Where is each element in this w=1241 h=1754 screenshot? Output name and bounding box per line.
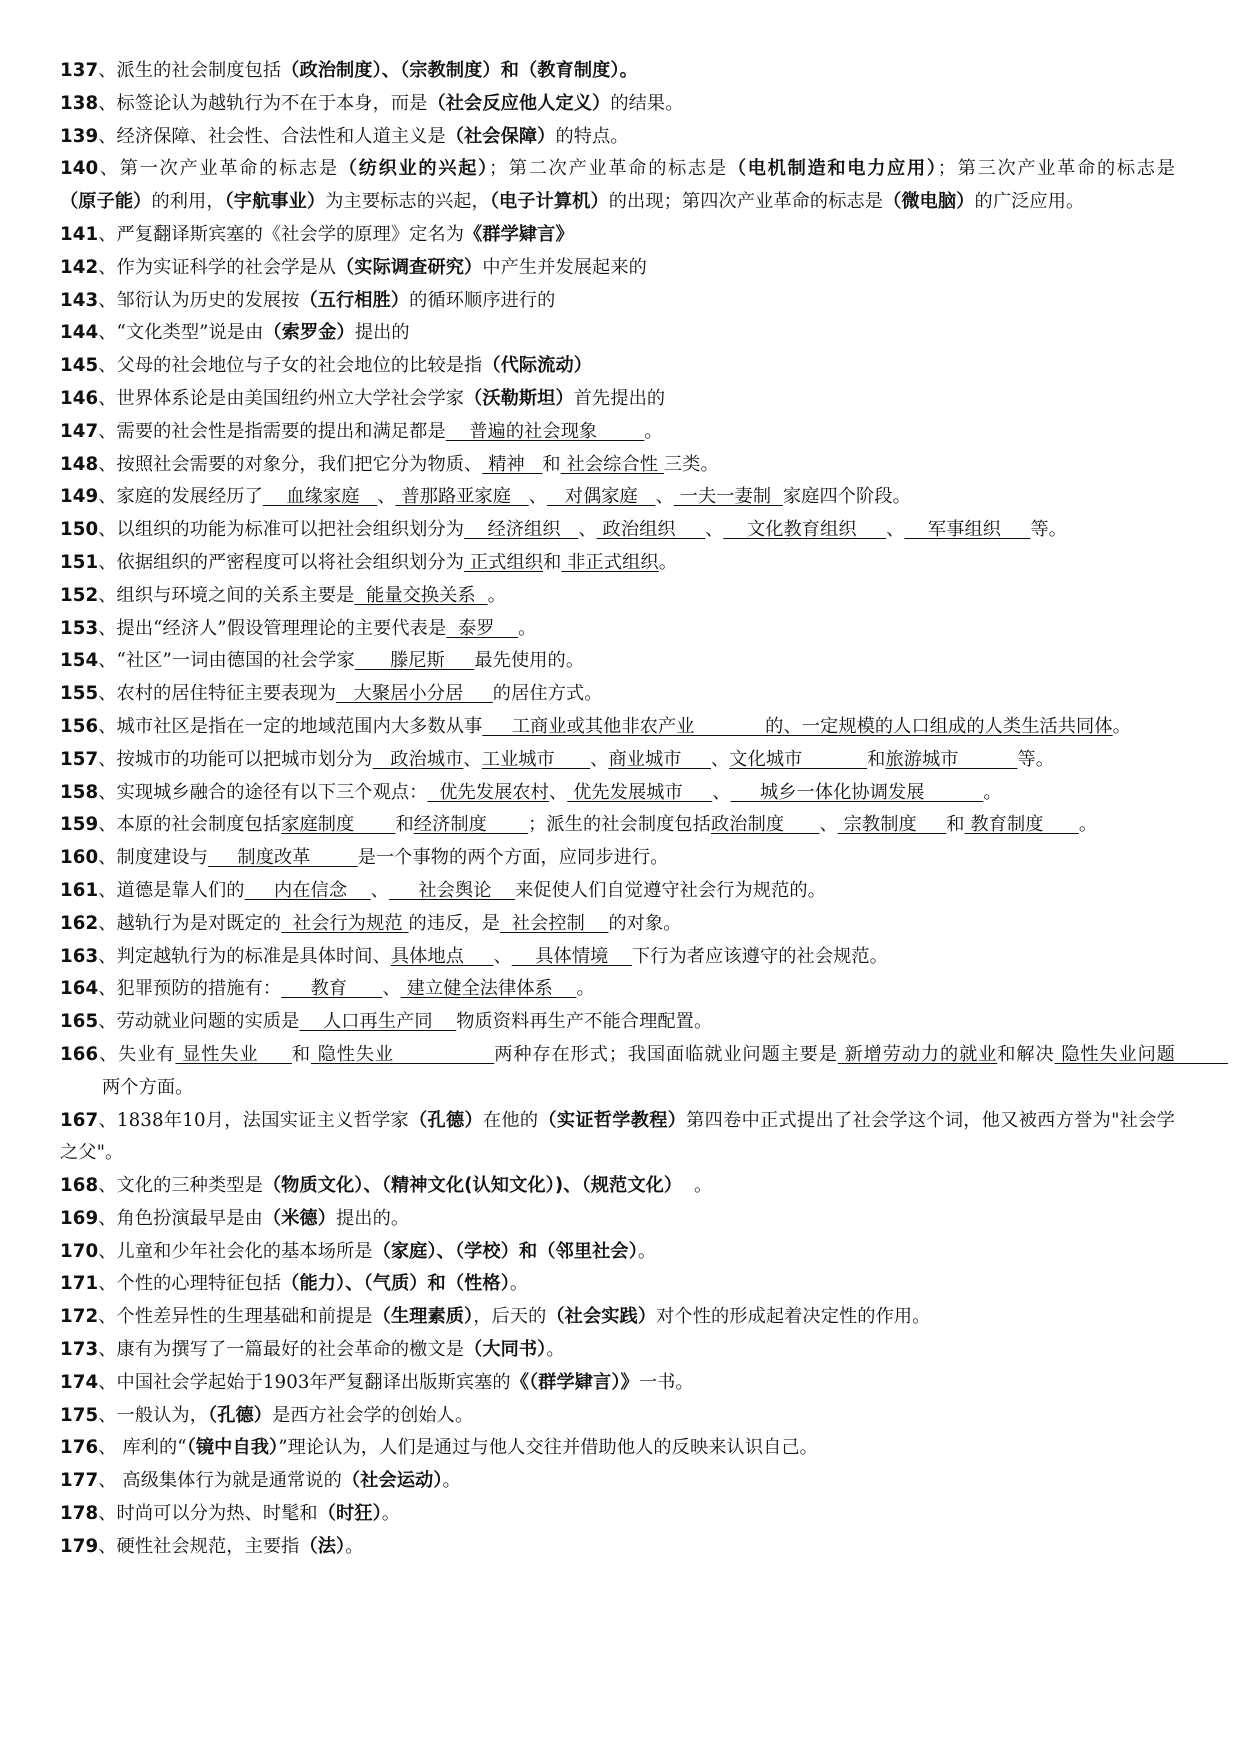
- question-text: 、时尚可以分为热、时髦和: [98, 1503, 318, 1525]
- question-text: 、需要的社会性是指需要的提出和满足都是: [98, 420, 446, 442]
- question-text: 和: [946, 814, 965, 836]
- question-item: [60, 1039, 1228, 1105]
- question-text: 、犯罪预防的措施有：: [98, 978, 282, 1000]
- question-item: [60, 1400, 1175, 1433]
- fill-blank-answer: 滕尼斯: [354, 650, 475, 672]
- question-text: ；第二次产业革命的标志是: [488, 158, 728, 180]
- question-text: ；第三次产业革命的标志是: [937, 158, 1176, 180]
- question-number: 143: [60, 289, 99, 311]
- question-text: 家庭四个阶段。: [782, 486, 911, 508]
- question-text: 、: [711, 748, 730, 770]
- fill-blank-answer: 对偶家庭: [547, 486, 656, 508]
- question-item: [60, 481, 1175, 514]
- question-text: 、 高级集体行为就是通常说的: [98, 1470, 342, 1492]
- fill-blank-answer: 显性失业: [175, 1043, 292, 1065]
- fill-blank-answer: 宗教制度: [837, 814, 947, 836]
- question-text: 、“文化类型”说是由: [98, 322, 264, 344]
- question-text: 、按城市的功能可以把城市划分为: [98, 748, 373, 770]
- answer-text: （孔德）: [409, 1109, 483, 1131]
- question-text: 、: [819, 814, 838, 836]
- question-text: 。: [509, 1273, 529, 1295]
- fill-blank-answer: 社会综合性: [560, 453, 664, 475]
- question-text: 、: [370, 879, 389, 901]
- question-number: 175: [60, 1404, 99, 1426]
- question-item: [60, 711, 1175, 744]
- fill-blank-answer: 社会行为规范: [281, 912, 409, 934]
- question-text: 。: [637, 1240, 657, 1262]
- question-text: 、: [493, 945, 512, 967]
- question-text: 和: [542, 453, 561, 475]
- question-text: 、儿童和少年社会化的基本场所是: [98, 1240, 373, 1262]
- question-text: 、世界体系论是由美国纽约州立大学社会学家: [98, 387, 465, 409]
- answer-text: （社会实践）: [546, 1306, 657, 1328]
- answer-text: （实证哲学教程）: [538, 1109, 687, 1131]
- question-number: 149: [60, 486, 99, 508]
- question-text: ，后天的: [473, 1306, 547, 1328]
- question-item: [60, 580, 1175, 613]
- question-text: 。: [682, 1175, 713, 1197]
- question-text: 。: [1078, 814, 1098, 836]
- answer-text: （索罗金）: [263, 322, 355, 344]
- question-text: 、道德是靠人们的: [98, 879, 245, 901]
- question-number: 174: [60, 1371, 99, 1393]
- answer-text: 《（群学肄言）》: [510, 1371, 639, 1393]
- question-item: [60, 1006, 1175, 1039]
- question-text: 首先提出的: [573, 387, 666, 409]
- question-item: [60, 219, 1175, 252]
- question-text: 下行为者应该遵守的社会规范。: [631, 945, 888, 967]
- fill-blank-answer: 工业城市: [481, 748, 591, 770]
- answer-text: （电机制造和电力应用）: [727, 158, 938, 180]
- question-text: 、1838年10月，法国实证主义哲学家: [98, 1109, 410, 1131]
- question-text: 是一个事物的两个方面，应同步进行。: [357, 847, 669, 869]
- question-number: 152: [60, 584, 99, 606]
- question-item: [60, 88, 1175, 121]
- answer-text: （五行相胜）: [299, 289, 410, 311]
- question-number: 144: [60, 322, 99, 344]
- question-item: [60, 744, 1175, 777]
- question-item: [60, 1236, 1175, 1269]
- question-item: [60, 55, 1175, 88]
- question-item: [60, 1367, 1175, 1400]
- question-item: [60, 416, 1175, 449]
- question-item: [60, 1531, 1175, 1564]
- question-number: 142: [60, 256, 99, 278]
- question-number: 176: [60, 1437, 99, 1459]
- question-number: 164: [60, 978, 99, 1000]
- question-text: 对个性的形成起着决定性的作用。: [656, 1306, 931, 1328]
- question-text: 、城市社区是指在一定的地域范围内大多数从事: [98, 715, 483, 737]
- question-text: 、邹衍认为历史的发展按: [98, 289, 300, 311]
- question-text: 的对象。: [608, 912, 682, 934]
- question-text: 和: [291, 1043, 311, 1065]
- question-text: 、本原的社会制度包括: [98, 814, 282, 836]
- question-text: 的违反，是: [408, 912, 500, 934]
- answer-text: （电子计算机）: [489, 191, 609, 213]
- question-number: 150: [60, 519, 99, 541]
- question-item: [60, 350, 1175, 383]
- question-text: 两种存在形式；我国面临就业问题主要是: [494, 1043, 838, 1065]
- question-text: 的广泛应用。: [974, 191, 1085, 213]
- answer-text: （沃勒斯坦）: [464, 387, 574, 409]
- question-number: 178: [60, 1503, 99, 1525]
- question-number: 162: [60, 912, 99, 934]
- answer-text: （社会反应他人定义）: [427, 92, 611, 114]
- question-text: 的利用，: [151, 191, 225, 213]
- question-text: 第四卷中正式提出了社会学这个词，他又被西方誉为"社会学之父"。: [60, 1109, 1175, 1164]
- fill-blank-answer: 家庭制度: [281, 814, 396, 836]
- question-number: 137: [60, 60, 99, 81]
- fill-blank-answer: 正式组织: [464, 551, 544, 573]
- question-text: 、: [377, 486, 396, 508]
- fill-blank-answer: 建立健全法律体系: [400, 978, 577, 1000]
- question-text: 提出的。: [336, 1207, 410, 1229]
- question-text: 物质资料再生产不能合理配置。: [456, 1011, 713, 1033]
- fill-blank-answer: 优先发展农村: [427, 781, 549, 803]
- question-text: 、: [548, 781, 568, 803]
- fill-blank-answer: 普那路亚家庭: [395, 486, 529, 508]
- answer-text: （实际调查研究）: [336, 256, 483, 278]
- question-number: 146: [60, 387, 99, 409]
- fill-blank-answer: 大聚居小分居: [336, 683, 493, 705]
- question-text: 、个性差异性的生理基础和前提是: [98, 1306, 373, 1328]
- question-item: [60, 514, 1175, 547]
- answer-text: （时狂）: [317, 1503, 382, 1525]
- question-item: [60, 875, 1175, 908]
- question-text: 、: [382, 978, 401, 1000]
- question-text: 、: [712, 781, 731, 803]
- question-text: 三类。: [663, 453, 719, 475]
- question-text: 的居住方式。: [492, 683, 603, 705]
- question-text: 。: [546, 1339, 565, 1361]
- fill-blank-answer: 城乡一体化协调发展: [730, 781, 984, 803]
- fill-blank-answer: 教育: [281, 978, 383, 1000]
- question-item: [60, 1301, 1175, 1334]
- question-text: 、按照社会需要的对象分，我们把它分为物质、: [98, 453, 483, 475]
- fill-blank-answer: 工商业或其他非农产业 的、一定规模的人口组成的人类生活共同体: [482, 715, 1113, 737]
- question-text: 、判定越轨行为的标准是具体时间、: [98, 945, 391, 967]
- question-text: 的特点。: [555, 125, 629, 147]
- fill-blank-answer: 新增劳动力的就业: [837, 1043, 998, 1065]
- question-text: 、作为实证科学的社会学是从: [98, 256, 337, 278]
- question-text: 和: [867, 748, 886, 770]
- question-text: 、“社区”一词由德国的社会学家: [98, 650, 355, 672]
- question-text: 、 库利的“: [98, 1437, 187, 1459]
- fill-blank-answer: 教育制度: [964, 814, 1079, 836]
- answer-text: （原子能）: [60, 191, 152, 213]
- question-text: 两个方面。: [102, 1076, 194, 1098]
- question-number: 179: [60, 1535, 99, 1557]
- question-number: 167: [60, 1109, 99, 1131]
- question-item: [60, 908, 1175, 941]
- question-item: [60, 1432, 1175, 1465]
- question-number: 165: [60, 1011, 99, 1033]
- question-text: 、一般认为，: [98, 1404, 208, 1426]
- question-text: 的出现；第四次产业革命的标志是: [608, 191, 884, 213]
- question-number: 156: [60, 715, 99, 737]
- question-text: 、第一次产业革命的标志是: [98, 158, 339, 180]
- question-text: 、经济保障、社会性、合法性和人道主义是: [98, 125, 446, 147]
- question-text: 为主要标志的兴起，: [325, 191, 490, 213]
- fill-blank-answer: 旅游城市: [885, 748, 1018, 770]
- question-item: [60, 252, 1175, 285]
- question-number: 139: [60, 125, 99, 147]
- question-text: 、角色扮演最早是由: [98, 1207, 263, 1229]
- question-text: 。: [576, 978, 595, 1000]
- question-text: 。: [1112, 715, 1131, 737]
- question-number: 141: [60, 223, 99, 245]
- question-text: 、中国社会学起始于1903年严复翻译出版斯宾塞的: [98, 1371, 511, 1393]
- answer-text: （孔德）: [208, 1404, 273, 1426]
- question-item: [60, 941, 1175, 974]
- question-text: 中产生并发展起来的: [482, 256, 647, 278]
- question-item: [60, 153, 1175, 219]
- answer-text: （法）: [299, 1535, 346, 1557]
- fill-blank-answer: 商业城市: [608, 748, 711, 770]
- fill-blank-answer: 人口再生产同: [299, 1011, 457, 1033]
- question-number: 155: [60, 683, 99, 705]
- question-number: 168: [60, 1175, 99, 1197]
- question-text: 。: [518, 617, 537, 639]
- question-text: 、文化的三种类型是: [98, 1175, 263, 1197]
- question-text: 和: [543, 551, 562, 573]
- question-item: [60, 1334, 1175, 1367]
- question-text: 、个性的心理特征包括: [98, 1273, 282, 1295]
- question-text: 的结果。: [610, 92, 684, 114]
- question-text: 、标签论认为越轨行为不在于本身，而是: [98, 92, 428, 114]
- question-item: [60, 1203, 1175, 1236]
- answer-text: （社会运动）: [341, 1470, 443, 1492]
- question-number: 158: [60, 781, 99, 803]
- question-number: 169: [60, 1207, 99, 1229]
- fill-blank-answer: 文化教育组织: [723, 519, 887, 541]
- fill-blank-answer: 政治城市: [372, 748, 464, 770]
- question-text: 。: [644, 420, 663, 442]
- question-text: 等。: [1030, 519, 1068, 541]
- fill-blank-answer: 泰罗: [446, 617, 519, 639]
- answer-text: （能力）、（气质）和（性格）: [281, 1273, 510, 1295]
- question-text: 在他的: [482, 1109, 539, 1131]
- question-item: [60, 547, 1175, 580]
- question-number: 154: [60, 650, 99, 672]
- answer-text: （宇航事业）: [224, 191, 326, 213]
- answer-text: （镜中自我）: [186, 1437, 279, 1459]
- question-text: 、家庭的发展经历了: [98, 486, 263, 508]
- fill-blank-answer: 军事组织: [904, 519, 1031, 541]
- fill-blank-answer: 精神: [482, 453, 543, 475]
- question-text: 、农村的居住特征主要表现为: [98, 683, 337, 705]
- question-text: 、劳动就业问题的实质是: [98, 1011, 300, 1033]
- fill-blank-answer: 优先发展城市: [567, 781, 713, 803]
- question-number: 145: [60, 355, 99, 377]
- fill-blank-answer: 经济组织: [464, 519, 579, 541]
- question-text: 、实现城乡融合的途径有以下三个观点：: [98, 781, 428, 803]
- question-item: [60, 973, 1175, 1006]
- question-text: 的循环顺序进行的: [409, 289, 556, 311]
- question-text: 、: [528, 486, 548, 508]
- fill-blank-answer: 制度改革: [208, 847, 358, 869]
- fill-blank-answer: 隐性失业: [310, 1043, 495, 1065]
- fill-blank-answer: 非正式组织: [561, 551, 659, 573]
- question-text: 。: [345, 1535, 364, 1557]
- fill-blank-answer: 社会控制: [499, 912, 609, 934]
- question-text: 。: [983, 781, 1002, 803]
- question-number: 159: [60, 814, 99, 836]
- answer-text: （代际流动）: [482, 355, 593, 377]
- question-number: 161: [60, 879, 99, 901]
- answer-text: （家庭）、（学校）和（邻里社会）: [372, 1240, 638, 1262]
- question-text: 、派生的社会制度包括: [98, 60, 282, 81]
- fill-blank-answer: 普遍的社会现象: [445, 420, 645, 442]
- question-item: [60, 121, 1175, 154]
- question-text: 最先使用的。: [474, 650, 585, 672]
- question-text: 。: [487, 584, 506, 606]
- fill-blank-answer: 具体地点: [390, 945, 494, 967]
- question-text: 、提出“经济人”假设管理理论的主要代表是: [98, 617, 447, 639]
- answer-text: （微电脑）: [883, 191, 975, 213]
- question-text: 和解决: [997, 1043, 1055, 1065]
- question-item: [60, 645, 1175, 678]
- question-number: 151: [60, 551, 99, 573]
- question-text: 、以组织的功能为标准可以把社会组织划分为: [98, 519, 465, 541]
- question-item: [60, 809, 1175, 842]
- question-text: 。: [381, 1503, 401, 1525]
- fill-blank-answer: 能量交换关系: [354, 584, 488, 606]
- question-text: 来促使人们自觉遵守社会行为规范的。: [515, 879, 826, 901]
- question-number: 172: [60, 1306, 99, 1328]
- question-text: 一书。: [638, 1371, 694, 1393]
- fill-blank-answer: 具体情境: [511, 945, 632, 967]
- question-text: 、父母的社会地位与子女的社会地位的比较是指: [98, 355, 483, 377]
- answer-text: （米德）: [262, 1207, 337, 1229]
- fill-blank-answer: 社会舆论: [388, 879, 516, 901]
- fill-blank-answer: 内在信念: [244, 879, 371, 901]
- fill-blank-answer: 政治组织: [596, 519, 706, 541]
- question-text: ”理论认为，人们是通过与他人交往并借助他人的反映来认识自己。: [278, 1437, 818, 1459]
- question-number: 173: [60, 1339, 99, 1361]
- question-text: 、硬性社会规范，主要指: [98, 1535, 300, 1557]
- question-item: [60, 1465, 1175, 1498]
- question-text: 、: [655, 486, 674, 508]
- question-item: [60, 317, 1175, 350]
- question-text: 、组织与环境之间的关系主要是: [98, 584, 355, 606]
- fill-blank-answer: 政治制度: [711, 814, 820, 836]
- document-page: [60, 55, 1228, 1564]
- question-item: [60, 1268, 1175, 1301]
- question-number: 166: [60, 1043, 99, 1065]
- question-text: 、: [590, 748, 609, 770]
- question-text: 和: [395, 814, 414, 836]
- question-text: 、: [578, 519, 597, 541]
- question-text: 、: [705, 519, 724, 541]
- question-text: 、越轨行为是对既定的: [98, 912, 282, 934]
- question-text: 。: [658, 551, 677, 573]
- question-text: 、: [463, 748, 482, 770]
- fill-blank-answer: 血缘家庭: [262, 486, 378, 508]
- question-item: [60, 678, 1175, 711]
- question-text: 提出的: [354, 322, 410, 344]
- question-text: ；派生的社会制度包括: [528, 814, 711, 836]
- question-text: 是西方社会学的创始人。: [272, 1404, 474, 1426]
- question-text: 、失业有: [98, 1043, 176, 1065]
- question-text: 、严复翻译斯宾塞的《社会学的原理》定名为: [98, 223, 465, 245]
- question-number: 163: [60, 945, 99, 967]
- question-text: 、康有为撰写了一篇最好的社会革命的檄文是: [98, 1339, 465, 1361]
- question-item: [60, 777, 1175, 810]
- question-item: [60, 1498, 1175, 1531]
- answer-text: （社会保障）: [445, 125, 556, 147]
- answer-text: 《群学肄言》: [464, 223, 574, 245]
- question-number: 148: [60, 453, 99, 475]
- question-item: [60, 383, 1175, 416]
- question-item: [60, 285, 1175, 318]
- answer-text: （物质文化）、（精神文化(认知文化）)、（规范文化）: [262, 1175, 683, 1197]
- answer-text: （大同书）: [464, 1339, 547, 1361]
- fill-blank-answer: 隐性失业问题: [1054, 1043, 1228, 1065]
- fill-blank-answer: 经济制度: [413, 814, 529, 836]
- question-text: 、依据组织的严密程度可以将社会组织划分为: [98, 551, 465, 573]
- question-text: 等。: [1017, 748, 1054, 770]
- fill-blank-answer: 一夫一妻制: [673, 486, 783, 508]
- question-number: 147: [60, 420, 99, 442]
- question-number: 177: [60, 1470, 99, 1492]
- question-item: [60, 613, 1175, 646]
- question-number: 153: [60, 617, 99, 639]
- question-number: 157: [60, 748, 99, 770]
- question-text: 、制度建设与: [98, 847, 208, 869]
- question-text: 、: [886, 519, 905, 541]
- question-number: 138: [60, 92, 99, 114]
- question-item: [60, 842, 1175, 875]
- question-text: 。: [442, 1470, 461, 1492]
- answer-text: （生理素质）: [372, 1306, 474, 1328]
- answer-text: （纺织业的兴起）: [338, 158, 489, 180]
- question-item: [60, 449, 1175, 482]
- answer-text: （政治制度）、（宗教制度）和（教育制度）。: [281, 60, 638, 81]
- question-item: [60, 1170, 1175, 1203]
- question-number: 171: [60, 1273, 99, 1295]
- question-number: 160: [60, 847, 99, 869]
- fill-blank-answer: 文化城市: [729, 748, 868, 770]
- question-number: 170: [60, 1240, 99, 1262]
- question-item: [60, 1105, 1175, 1171]
- question-number: 140: [60, 158, 99, 180]
